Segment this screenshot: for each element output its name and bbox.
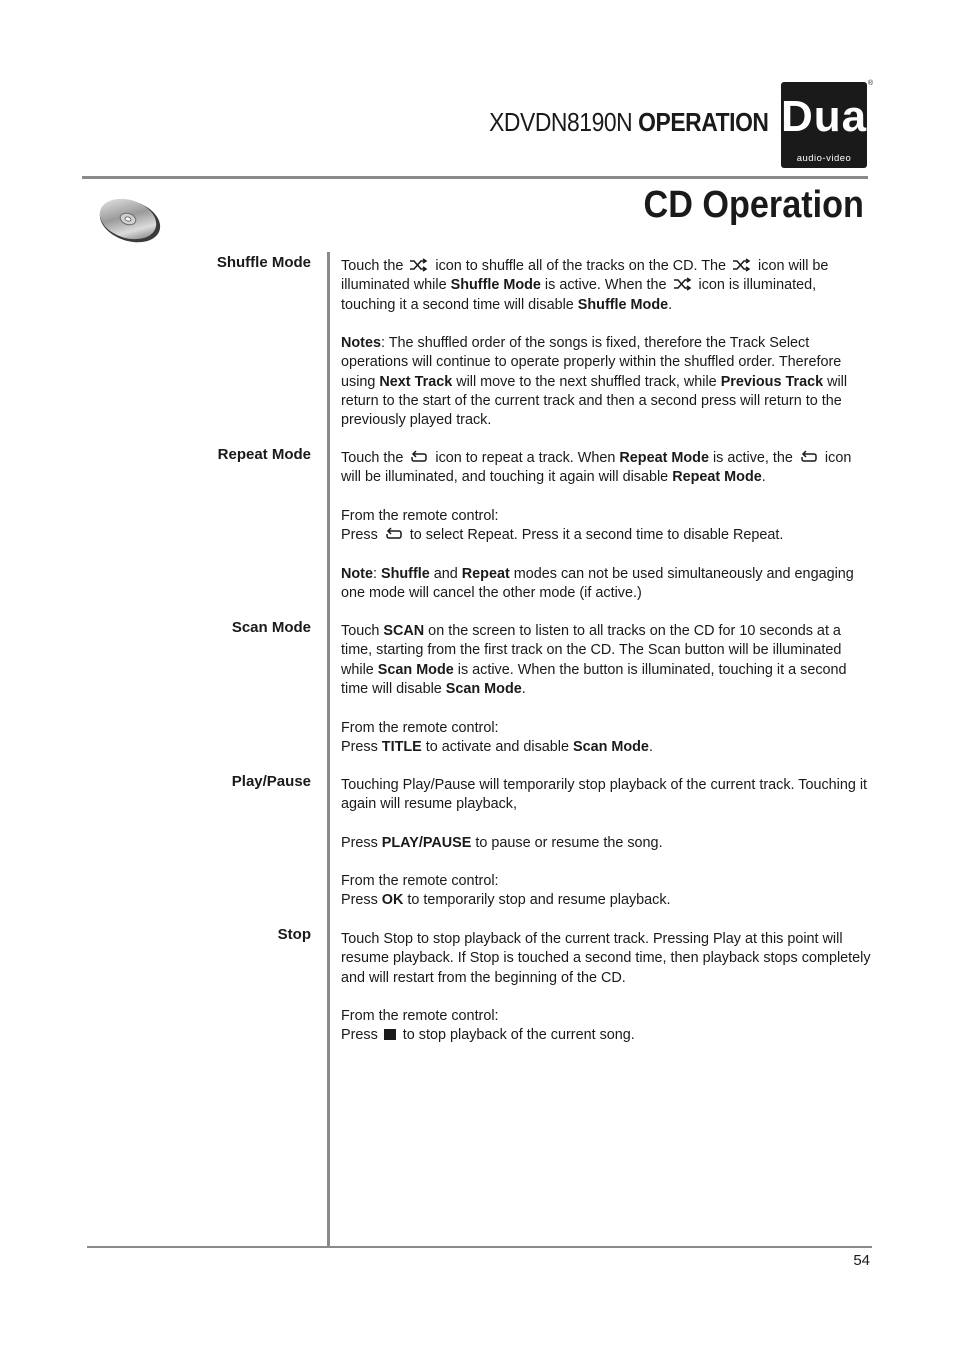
- model-name: XDVDN8190N: [489, 107, 633, 137]
- header-rule: [82, 176, 868, 179]
- page-number: 54: [853, 1252, 870, 1269]
- label-shuffle-mode: Shuffle Mode: [216, 254, 311, 271]
- repeat-icon: [384, 527, 404, 541]
- shuffle-icon: [732, 258, 752, 272]
- stop-square-icon: [384, 1029, 396, 1040]
- logo-subtitle: audio-video: [796, 153, 852, 164]
- repeat-icon: [409, 450, 429, 464]
- footer-rule: [87, 1246, 872, 1248]
- shuffle-notes: Notes: The shuffled order of the songs is fixed, therefore the Track Select operations will continue to operate properly within the shuffled order. Therefore using Next Track will move to the next shuffled track, while Previous Track will return to the start of the current track and then a second press will return to the previously played track.: [341, 335, 848, 429]
- repeat-paragraph-1: Touch the icon to repeat a track. When Repeat Mode is active, the icon will be illuminated, and touching it again will disable Repeat Mode.: [341, 450, 852, 486]
- scan-remote: From the remote control: Press TITLE to activate and disable Scan Mode.: [341, 720, 653, 756]
- repeat-remote: From the remote control: Press to select Repeat. Press it a second time to disable Repeat.: [341, 508, 784, 544]
- label-stop: Stop: [277, 926, 311, 943]
- page-title: CD Operation: [643, 184, 864, 226]
- shuffle-icon: [409, 258, 429, 272]
- cd-disc-icon: [96, 196, 164, 244]
- playpause-remote: From the remote control: Press OK to temporarily stop and resume playback.: [341, 873, 671, 909]
- label-scan-mode: Scan Mode: [231, 619, 311, 636]
- scan-paragraph-1: Touch SCAN on the screen to listen to all tracks on the CD for 10 seconds at a time, starting from the first track on the CD. The Scan button will be illuminated while Scan Mode is active. When the button is illuminated, touching it a second time will disable Scan Mode.: [341, 623, 847, 697]
- shuffle-icon: [673, 277, 693, 291]
- header-title: [490, 104, 769, 140]
- repeat-icon: [799, 450, 819, 464]
- logo-brand: Dual: [781, 92, 881, 141]
- label-repeat-mode: Repeat Mode: [217, 446, 311, 463]
- dual-logo: [781, 80, 881, 168]
- shuffle-paragraph-1: Touch the icon to shuffle all of the tracks on the CD. The icon will be illuminated while Shuffle Mode is active. When the icon is illuminated, touching it a second time will disable Shuffle Mode.: [341, 258, 829, 313]
- registered-mark: ®: [867, 80, 873, 87]
- label-play-pause: Play/Pause: [231, 773, 311, 790]
- stop-paragraph-1: Touch Stop to stop playback of the current track. Pressing Play at this point will resume playback. If Stop is touched a second time, then playback stops completely and will restart from the beginning of the CD.: [341, 931, 871, 986]
- operation-word: OPERATION: [638, 107, 769, 137]
- repeat-note: Note: Shuffle and Repeat modes can not be used simultaneously and engaging one mode will cancel the other mode (if active.): [341, 566, 854, 602]
- playpause-paragraph-2: Press PLAY/PAUSE to pause or resume the song.: [341, 835, 663, 851]
- column-divider: [327, 252, 330, 1248]
- stop-remote: From the remote control: Press to stop playback of the current song.: [341, 1008, 635, 1044]
- playpause-paragraph-1: Touching Play/Pause will temporarily stop playback of the current track. Touching it again will resume playback,: [341, 777, 868, 813]
